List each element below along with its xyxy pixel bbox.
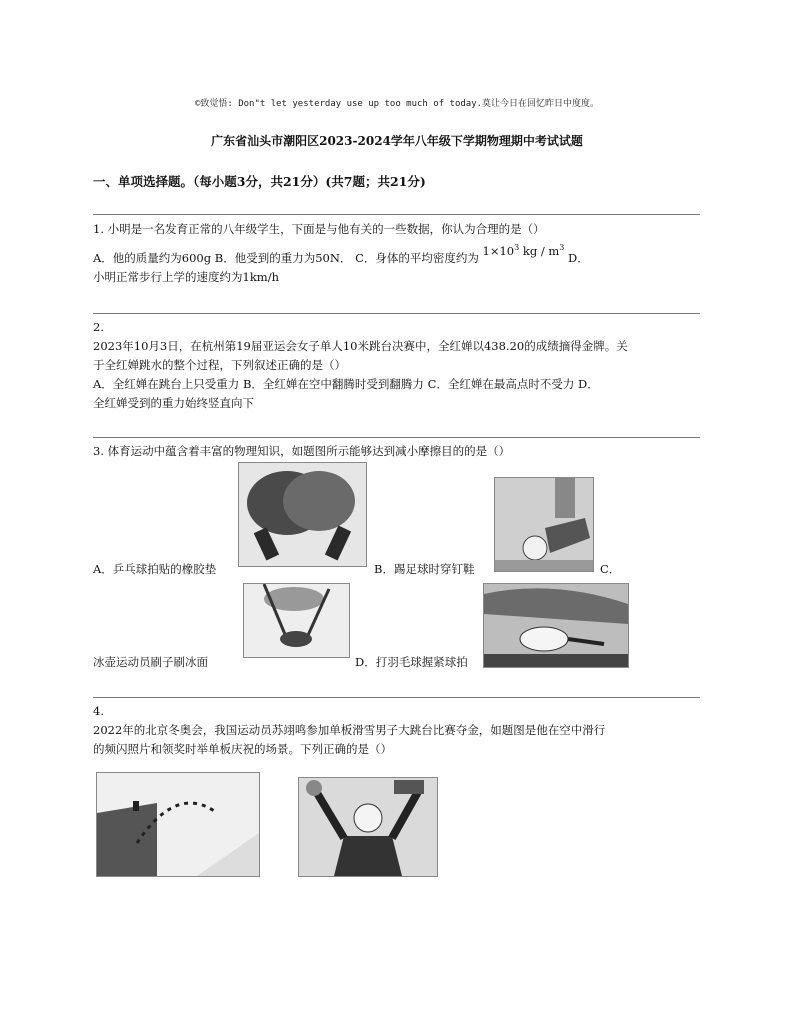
- football-boot-icon: [495, 478, 593, 571]
- q4-line-1: 2022年的北京冬奥会，我国运动员苏翊鸣参加单板滑雪男子大跳台比赛夺金，如题图是他在空中滑行: [93, 723, 606, 737]
- badminton-racket-photo: [483, 583, 629, 668]
- question-3: [93, 442, 703, 461]
- snowboard-jump-icon: [97, 773, 259, 876]
- ping-pong-paddles-icon: [239, 463, 366, 566]
- question-divider: [93, 313, 700, 314]
- question-1: [93, 220, 703, 287]
- question-4: [93, 702, 703, 759]
- q4-number: 4.: [93, 704, 104, 718]
- q2-line-3: A．全红婵在跳台上只受重力 B．全红婵在空中翻腾时受到翻腾力 C．全红婵在最高点时不受力 D．: [93, 377, 599, 391]
- question-divider: [93, 214, 700, 215]
- q2-line-1: 2023年10月3日，在杭州第19届亚运会女子单人10米跳台决赛中，全红婵以438.20的成绩摘得金牌。关: [93, 339, 628, 353]
- density-base: 1×10: [482, 243, 515, 258]
- curling-brush-photo: [243, 583, 350, 658]
- q3-stem: 3. 体育运动中蕴含着丰富的物理知识，如题图所示能够达到减小摩擦目的的是（）: [93, 444, 511, 458]
- football-spikes-photo: [494, 477, 594, 572]
- q1-options-abc: A．他的质量约为600g B．他受到的重力为50N． C．身体的平均密度约为: [93, 250, 479, 265]
- snowboard-jump-strobe-photo: [96, 772, 260, 877]
- ping-pong-paddles-photo: [238, 462, 367, 567]
- athlete-celebration-icon: [299, 778, 437, 876]
- question-2: [93, 318, 703, 413]
- curling-icon: [244, 584, 349, 657]
- q1-stem: 1. 小明是一名发育正常的八年级学生，下面是与他有关的一些数据，你认为合理的是（）: [93, 222, 545, 236]
- question-divider: [93, 437, 700, 438]
- q3-option-d: D．打羽毛球握紧球拍: [355, 655, 468, 669]
- q2-number: 2.: [93, 320, 104, 334]
- q3-option-a: A．乒乓球拍贴的橡胶垫: [93, 562, 217, 576]
- q2-line-4: 全红婵受到的重力始终竖直向下: [93, 396, 254, 410]
- density-unit: kg / m: [522, 243, 560, 258]
- question-divider: [93, 697, 700, 698]
- q1-option-d-text: 小明正常步行上学的速度约为1km/h: [93, 269, 279, 284]
- q3-option-c: C．: [600, 562, 621, 576]
- award-celebration-photo: [298, 777, 438, 877]
- q3-option-c-text: 冰壶运动员刷子刷冰面: [93, 655, 208, 669]
- q4-line-2: 的频闪照片和领奖时举单板庆祝的场景。下列正确的是（）: [93, 742, 392, 756]
- badminton-icon: [484, 584, 628, 667]
- section-heading: 一、单项选择题。（每小题3分，共21分）(共7题；共21分): [93, 174, 426, 189]
- density-exponent: 3: [514, 243, 520, 252]
- q1-options-line: [93, 245, 703, 268]
- motto-line: ©致觉悟: Don"t let yesterday use up too much of today.莫让今日在回忆昨日中度度。: [194, 99, 600, 109]
- q2-line-2: 于全红婵跳水的整个过程，下列叙述正确的是（）: [93, 358, 346, 372]
- density-unit-exponent: 3: [559, 243, 565, 252]
- q1-density-formula: [483, 244, 565, 258]
- q3-option-b: B．踢足球时穿钉鞋: [374, 562, 475, 576]
- exam-title: 广东省汕头市潮阳区2023-2024学年八年级下学期物理期中考试试题: [211, 134, 583, 148]
- q1-option-d: D．: [568, 250, 589, 265]
